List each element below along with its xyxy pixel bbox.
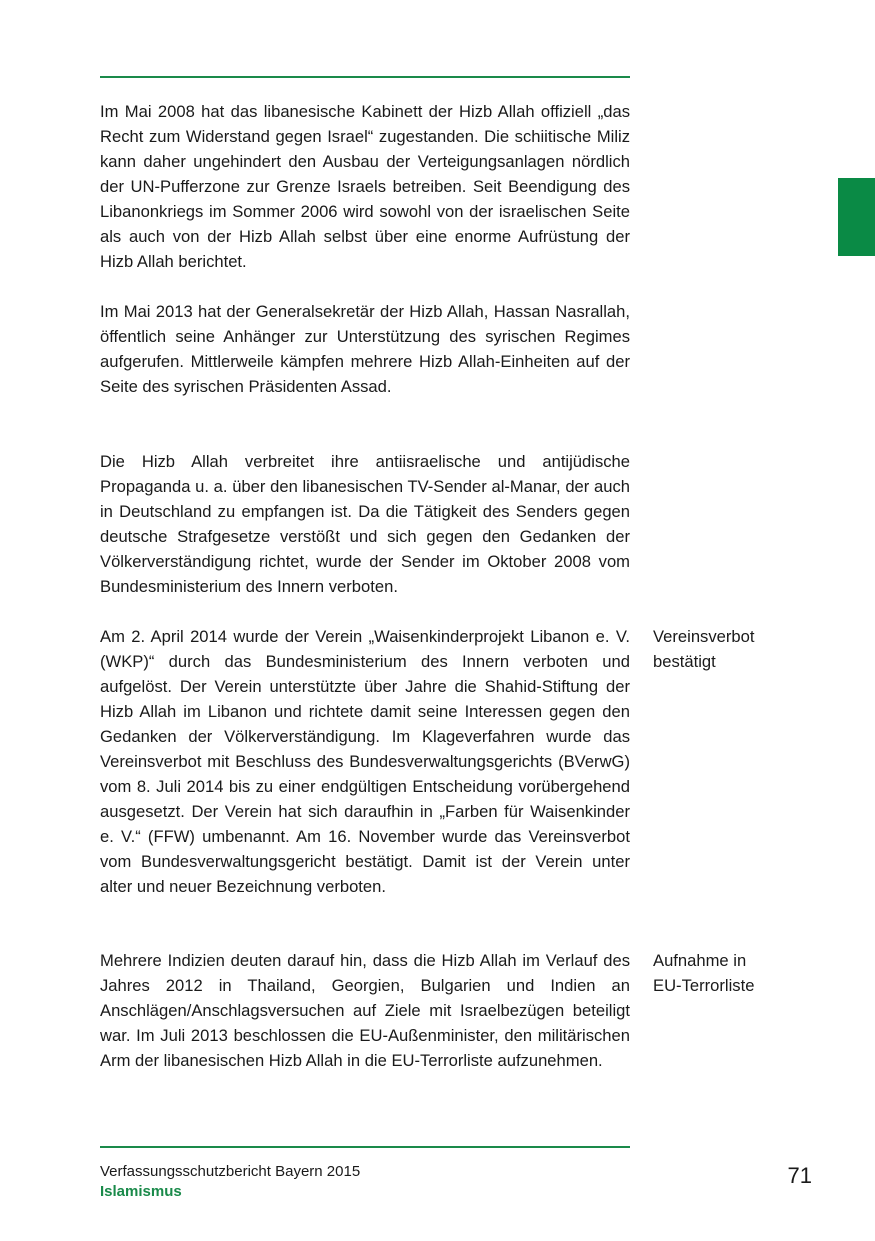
paragraph-eu-terrorlist: Mehrere Indizien deuten darauf hin, dass die Hizb Allah im Verlauf des Jahres 2012 in Thailand, Georgien, Bulgarien und Indien an Anschlägen/Anschlagsversuchen auf Ziele mit Israelbezügen beteiligt war. Im Juli 2013 beschlossen die EU-Außenminister, den militärischen Arm der libanesischen Hizb Allah in die EU-Terrorliste aufzunehmen. <box>100 951 630 1070</box>
chapter-tab-marker <box>838 178 875 256</box>
footer-rule <box>100 1146 630 1148</box>
footer-section-name: Islamismus <box>100 1183 182 1200</box>
margin-note-line: EU-Terrorliste <box>653 976 755 995</box>
paragraph-wkp-ban: Am 2. April 2014 wurde der Verein „Waisenkinderprojekt Libanon e. V. (WKP)“ durch das Bundesministerium des Innern verboten und aufgelöst. Der Verein unterstützte über Jahre die Shahid-Stiftung der Hizb Allah im Libanon und richtete damit seine Interessen gegen den Gedanken der Völkerverständigung. Im Klageverfahren wurde das Vereinsverbot mit Beschluss des Bundesverwaltungsgerichts (BVerwG) vom 8. Juli 2014 bis zu einer endgültigen Entscheidung vorübergehend ausgesetzt. Der Verein hat sich daraufhin in „Farben für Waisenkinder e. V.“ (FFW) umbenannt. Am 16. November wurde das Vereinsverbot vom Bundesverwaltungsgericht bestätigt. Damit ist der Verein unter alter und neuer Bezeichnung verboten. <box>100 627 630 896</box>
header-rule <box>100 76 630 78</box>
page-number: 71 <box>787 1163 812 1188</box>
margin-note-line: bestätigt <box>653 652 716 671</box>
margin-note-terrorliste <box>653 948 853 998</box>
paragraph-cabinet-2008: Im Mai 2008 hat das libanesische Kabinett der Hizb Allah offiziell „das Recht zum Widerstand gegen Israel“ zugestanden. Die schiitische Miliz kann daher ungehindert den Ausbau der Verteigungsanlagen nördlich der UN-Pufferzone zur Grenze Israels betreiben. Seit Beendigung des Libanonkriegs im Sommer 2006 wird sowohl von der israelischen Seite als auch von der Hizb Allah selbst über eine enorme Aufrüstung der Hizb Allah berichtet. <box>100 102 630 271</box>
paragraph-al-manar: Die Hizb Allah verbreitet ihre antiisraelische und antijüdische Propaganda u. a. über den libanesischen TV-Sender al-Manar, der auch in Deutschland zu empfangen ist. Da die Tätigkeit des Senders gegen deutsche Strafgesetze verstößt und sich gegen den Gedanken der Völkerverständigung richtet, wurde der Sender im Oktober 2008 vom Bundesministerium des Innern verboten. <box>100 452 630 596</box>
margin-note-vereinsverbot <box>653 624 853 674</box>
footer-publication-title: Verfassungsschutzbericht Bayern 2015 <box>100 1163 361 1180</box>
margin-note-line: Vereinsverbot <box>653 627 755 646</box>
margin-note-line: Aufnahme in <box>653 951 747 970</box>
paragraph-nasrallah-2013: Im Mai 2013 hat der Generalsekretär der Hizb Allah, Hassan Nasrallah, öffentlich seine Anhänger zur Unterstützung des syrischen Regimes aufgerufen. Mittlerweile kämpfen mehrere Hizb Allah-Einheiten auf der Seite des syrischen Präsidenten Assad. <box>100 302 630 396</box>
